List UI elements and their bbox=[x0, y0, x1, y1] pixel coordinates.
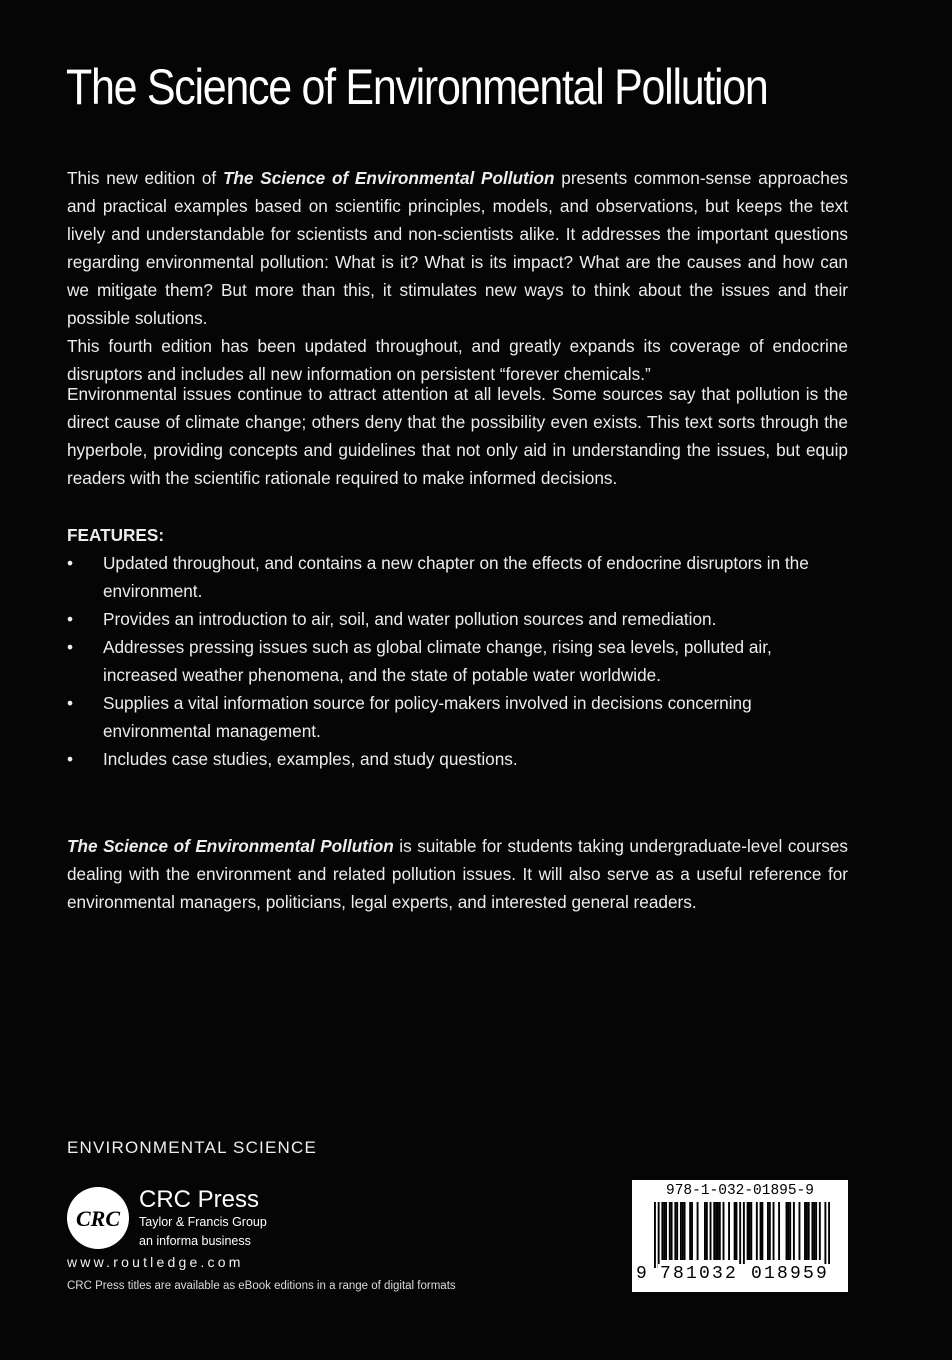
barcode-bar bbox=[669, 1202, 671, 1260]
barcode-bar bbox=[799, 1202, 801, 1260]
feature-text: Updated throughout, and contains a new chapter on the effects of endocrine disruptors in the environment. bbox=[103, 553, 809, 601]
barcode-bar bbox=[813, 1202, 815, 1260]
barcode-bar bbox=[715, 1202, 717, 1260]
barcode-bar bbox=[769, 1202, 771, 1260]
barcode-bar bbox=[808, 1202, 810, 1260]
barcode-bar bbox=[654, 1202, 656, 1268]
closing-text bbox=[67, 832, 848, 916]
isbn-text: 978-1-032-01895-9 bbox=[666, 1183, 814, 1199]
crc-logo-text: CRC bbox=[75, 1206, 121, 1231]
barcode-bars bbox=[654, 1202, 830, 1268]
closing-post: is suitable for students taking undergraduate-level courses dealing with the environment and related pollution issues. It will also serve as a useful reference for environmental managers, politicians, legal experts, and interested general readers. bbox=[67, 836, 848, 912]
intro-text bbox=[67, 164, 848, 332]
intro-post: presents common-sense approaches and practical examples based on scientific principles, models, and observations, but keeps the text lively and understandable for scientists and non-scientists alike. It addresses the important questions regarding environmental pollution: What is it? What is its impact? What are the causes and how can we mitigate them? But more than this, it stimulates new ways to think about the issues and their possible solutions. bbox=[67, 168, 848, 328]
bullet-icon: • bbox=[67, 609, 74, 629]
feature-item bbox=[67, 633, 848, 689]
crc-press-logo bbox=[66, 1186, 130, 1250]
barcode-bar bbox=[804, 1202, 806, 1260]
barcode-bar bbox=[793, 1202, 795, 1260]
book-title: The Science of Environmental Pollution bbox=[66, 59, 768, 115]
features-section bbox=[67, 521, 848, 773]
features-list bbox=[67, 549, 848, 773]
paragraph2-text: Environmental issues continue to attract attention at all levels. Some sources say that pollution is the direct cause of climate change; others deny that the possibility even exists. This text sorts through the hyperbole, providing concepts and guidelines that not only aid in understanding the issues, but equip readers with the scientific rationale required to make informed decisions. bbox=[67, 384, 848, 488]
publisher-name: CRC Press bbox=[139, 1186, 260, 1213]
barcode-bar bbox=[671, 1202, 673, 1260]
barcode-bar bbox=[713, 1202, 715, 1260]
barcode-bar bbox=[819, 1202, 821, 1260]
barcode-bar bbox=[743, 1202, 745, 1268]
bullet-icon: • bbox=[67, 693, 74, 713]
ean-digits: 781032 018959 bbox=[660, 1264, 830, 1284]
barcode-bar bbox=[684, 1202, 686, 1260]
barcode-bar bbox=[676, 1202, 678, 1260]
bullet-icon: • bbox=[67, 553, 74, 573]
barcode-bar bbox=[789, 1202, 791, 1260]
barcode-bar bbox=[717, 1202, 719, 1260]
barcode-bar bbox=[682, 1202, 684, 1260]
ean-prefix: 9 bbox=[636, 1264, 647, 1284]
barcode-bar bbox=[786, 1202, 788, 1260]
barcode-bar bbox=[728, 1202, 730, 1260]
barcode-bar bbox=[691, 1202, 693, 1260]
publisher-group: Taylor & Francis Group bbox=[139, 1215, 267, 1229]
closing-book-title: The Science of Environmental Pollution bbox=[67, 836, 394, 856]
barcode-bar bbox=[756, 1202, 758, 1260]
barcode-bar bbox=[760, 1202, 762, 1260]
barcode-bar bbox=[787, 1202, 789, 1260]
barcode-bar bbox=[661, 1202, 663, 1260]
description-paragraph-2 bbox=[67, 380, 848, 492]
barcode-bar bbox=[663, 1202, 665, 1260]
barcode-bar bbox=[773, 1202, 775, 1260]
closing-paragraph bbox=[67, 832, 848, 916]
feature-text: Provides an introduction to air, soil, and water pollution sources and remediation. bbox=[103, 609, 717, 629]
barcode-bar bbox=[680, 1202, 682, 1260]
ebook-note: CRC Press titles are available as eBook editions in a range of digital formats bbox=[67, 1280, 456, 1292]
intro-book-title: The Science of Environmental Pollution bbox=[222, 168, 555, 188]
barcode-bar bbox=[778, 1202, 780, 1260]
barcode-bar bbox=[710, 1202, 712, 1260]
barcode-bar bbox=[767, 1202, 769, 1260]
feature-text: Includes case studies, examples, and study questions. bbox=[103, 749, 518, 769]
barcode-bar bbox=[706, 1202, 708, 1260]
publisher-informa: an informa business bbox=[139, 1234, 251, 1248]
barcode-bar bbox=[723, 1202, 725, 1260]
barcode-bar bbox=[734, 1202, 736, 1260]
feature-text: Addresses pressing issues such as global climate change, rising sea levels, polluted air, increased weather phenomena, and the state of potable water worldwide. bbox=[103, 637, 772, 685]
barcode-bar bbox=[750, 1202, 752, 1260]
barcode-bar bbox=[811, 1202, 813, 1260]
barcode-bar bbox=[665, 1202, 667, 1260]
barcode-bar bbox=[824, 1202, 826, 1268]
barcode-bar bbox=[736, 1202, 738, 1260]
isbn-barcode bbox=[632, 1180, 848, 1292]
publisher-url: www.routledge.com bbox=[67, 1254, 244, 1270]
edition-note: This fourth edition has been updated throughout, and greatly expands its coverage of endocrine disruptors and includes all new information on persistent “forever chemicals.” bbox=[67, 336, 848, 384]
bullet-icon: • bbox=[67, 637, 74, 657]
barcode-bar bbox=[761, 1202, 763, 1260]
bullet-icon: • bbox=[67, 749, 74, 769]
barcode-bar bbox=[748, 1202, 750, 1260]
feature-item bbox=[67, 549, 848, 605]
barcode-bar bbox=[719, 1202, 721, 1260]
barcode-bar bbox=[815, 1202, 817, 1260]
feature-item bbox=[67, 689, 848, 745]
barcode-bar bbox=[828, 1202, 830, 1268]
barcode-bar bbox=[674, 1202, 676, 1260]
barcode-bar bbox=[806, 1202, 808, 1260]
feature-item bbox=[67, 745, 848, 773]
barcode-bar bbox=[739, 1202, 741, 1268]
barcode-bar bbox=[747, 1202, 749, 1260]
feature-item bbox=[67, 605, 848, 633]
feature-text: Supplies a vital information source for policy-makers involved in decisions concerning environmental management. bbox=[103, 693, 752, 741]
barcode-bar bbox=[704, 1202, 706, 1260]
intro-pre: This new edition of bbox=[67, 168, 223, 188]
description-paragraph-1 bbox=[67, 164, 848, 388]
barcode-bar bbox=[697, 1202, 699, 1260]
subject-category: ENVIRONMENTAL SCIENCE bbox=[67, 1138, 318, 1157]
features-heading: FEATURES: bbox=[67, 525, 165, 545]
barcode-bar bbox=[689, 1202, 691, 1260]
barcode-bar bbox=[658, 1202, 660, 1268]
